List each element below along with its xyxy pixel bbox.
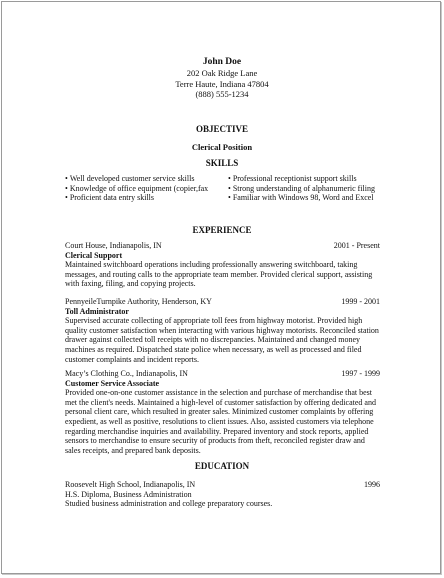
- job-header: [65, 297, 380, 307]
- skill-item: • Professional receptionist support skills: [228, 174, 357, 183]
- skill-item: • Knowledge of office equipment (copier,fax: [65, 183, 209, 193]
- job-dates: 2001 - Present: [333, 241, 380, 250]
- skills-heading: SKILLS: [205, 158, 239, 168]
- education-header: [65, 480, 380, 490]
- skill-item: • Well developed customer service skills: [65, 174, 195, 183]
- job-dates: 1997 - 1999: [341, 369, 380, 378]
- job-dates: 1999 - 2001: [341, 297, 380, 306]
- bullet-icon: •: [65, 174, 68, 183]
- job-entry: [65, 297, 380, 364]
- job-description: Maintained switchboard operations including professionally answering switchboard, taking messages, and routing calls to the appropriate team member. Provided clerical support, assisting with faxing, filing, and copying projects.: [65, 260, 373, 289]
- job-description: Supervised accurate collecting of appropriate toll fees from highway motorist. Provided high quality customer satisfaction when interacting with various highway motorists. Reconciled station drawer against collected toll receipts with no discrepancies. Maintained and changed money machines as required. Dispatched state police when necessary, as well as processed and filed customer complaints and incident reports.: [65, 316, 379, 364]
- job-header: [65, 369, 380, 379]
- street-address: 202 Oak Ridge Lane: [186, 68, 258, 78]
- contact-header: [2, 56, 441, 100]
- objective-position: Clerical Position: [191, 142, 253, 152]
- resume-page: [1, 1, 441, 574]
- education-details: Studied business administration and college preparatory courses.: [65, 499, 273, 509]
- job-employer: Macy’s Clothing Co., Indianapolis, IN: [65, 369, 188, 378]
- skills-column-left: [65, 174, 208, 203]
- skill-item: • Proficient data entry skills: [65, 193, 155, 203]
- job-description: Provided one-on-one customer assistance in the selection and purchase of merchandise that best met the client's needs. Maintained a high-level of customer satisfaction by offering dedicated and personal client care, which resulted in greater sales. Minimized customer complaints by offering expedient, as well as positive, resolutions to client issues. Also, assisted customers via telephone regarding merchandise inquiries and availability. Prepared inventory and stock reports, applied sensors to merchandise to ensure security of products from theft, reconciled register draw and sales receipts, and prepared bank deposits.: [65, 388, 376, 455]
- bullet-icon: •: [65, 193, 68, 203]
- graduation-year: 1996: [364, 480, 380, 489]
- skill-item: • Familiar with Windows 98, Word and Excel: [228, 193, 374, 203]
- school-name: Roosevelt High School, Indianapolis, IN: [65, 480, 196, 489]
- skills-column-right: [228, 174, 375, 203]
- job-title: Customer Service Associate: [65, 378, 160, 388]
- job-entry: [65, 241, 380, 289]
- education-entry: [65, 480, 380, 509]
- candidate-name: John Doe: [202, 57, 242, 67]
- job-title: Toll Administrator: [65, 306, 129, 316]
- degree: H.S. Diploma, Business Administration: [65, 489, 192, 499]
- job-title: Clerical Support: [65, 250, 123, 260]
- bullet-icon: •: [228, 193, 231, 203]
- city-state-zip: Terre Haute, Indiana 47804: [175, 78, 269, 89]
- education-heading: EDUCATION: [194, 461, 250, 471]
- job-entry: [65, 369, 380, 455]
- bullet-icon: •: [228, 174, 231, 183]
- experience-heading: EXPERIENCE: [192, 225, 252, 235]
- phone-number: (888) 555-1234: [195, 89, 249, 99]
- skill-item: • Strong understanding of alphanumeric filing: [228, 183, 376, 193]
- objective-heading: OBJECTIVE: [195, 124, 248, 134]
- job-employer: PennyeileTurnpike Authority, Henderson, KY: [65, 297, 212, 306]
- job-employer: Court House, Indianapolis, IN: [65, 241, 162, 250]
- bullet-icon: •: [65, 183, 68, 193]
- job-header: [65, 241, 380, 251]
- bullet-icon: •: [228, 183, 231, 193]
